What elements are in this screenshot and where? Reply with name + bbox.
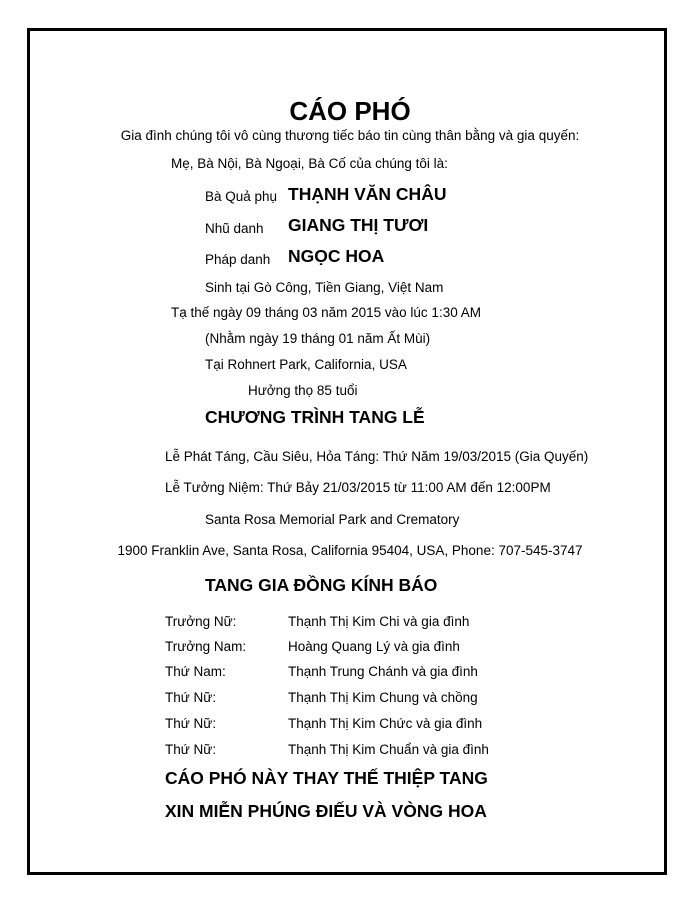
maiden-label: Nhũ danh <box>205 221 264 236</box>
family-member: Thạnh Thị Kim Chuẩn và gia đình <box>288 742 489 757</box>
memorial-text: Lễ Tưởng Niệm: Thứ Bảy 21/03/2015 từ 11:00 AM đến 12:00PM <box>165 480 551 495</box>
family-member: Thạnh Trung Chánh và gia đình <box>288 664 478 679</box>
family-role: Trưởng Nam: <box>165 639 247 654</box>
family-role: Thứ Nam: <box>165 664 226 679</box>
family-member: Thạnh Thị Kim Chức và gia đình <box>288 716 483 731</box>
death-place: Tại Rohnert Park, California, USA <box>205 357 407 372</box>
family-role: Thứ Nữ: <box>165 716 217 731</box>
family-member: Thạnh Thị Kim Chung và chồng <box>288 690 478 705</box>
program-heading: CHƯƠNG TRÌNH TANG LỄ <box>205 407 425 427</box>
family-member: Thạnh Thị Kim Chi và gia đình <box>288 614 470 629</box>
family-role: Trưởng Nữ: <box>165 614 237 629</box>
intro-text: Gia đình chúng tôi vô cùng thương tiếc báo tin cùng thân bằng và gia quyến: <box>120 128 580 143</box>
closing-line-2: XIN MIỄN PHÚNG ĐIẾU VÀ VÒNG HOA <box>165 801 487 821</box>
address-text: 1900 Franklin Ave, Santa Rosa, California 95404, USA, Phone: 707-545-3747 <box>117 543 583 558</box>
maiden-name: GIANG THỊ TƯƠI <box>288 215 429 235</box>
deceased-name: THẠNH VĂN CHÂU <box>288 184 447 204</box>
closing-line-1: CÁO PHÓ NÀY THAY THẾ THIỆP TANG <box>165 768 488 788</box>
family-role: Thứ Nữ: <box>165 742 217 757</box>
family-role: Thứ Nữ: <box>165 690 217 705</box>
family-heading: TANG GIA ĐỒNG KÍNH BÁO <box>205 575 438 595</box>
relations-text: Mẹ, Bà Nội, Bà Ngoại, Bà Cố của chúng tôi là: <box>171 156 448 171</box>
ceremony-text: Lễ Phát Táng, Cầu Siêu, Hỏa Táng: Thứ Năm 19/03/2015 (Gia Quyến) <box>165 449 589 464</box>
birth-place: Sinh tại Gò Công, Tiền Giang, Việt Nam <box>205 280 444 295</box>
death-date: Tạ thế ngày 09 tháng 03 năm 2015 vào lúc 1:30 AM <box>171 305 481 320</box>
family-member: Hoàng Quang Lý và gia đình <box>288 639 460 654</box>
dharma-label: Pháp danh <box>205 252 271 267</box>
lunar-date: (Nhằm ngày 19 tháng 01 năm Ất Mùi) <box>205 331 431 346</box>
page-title: CÁO PHÓ <box>289 96 411 126</box>
venue-text: Santa Rosa Memorial Park and Crematory <box>205 512 460 527</box>
name-label: Bà Quả phụ <box>205 189 278 204</box>
dharma-name: NGỌC HOA <box>288 246 385 266</box>
age-text: Hưởng thọ 85 tuổi <box>248 383 358 398</box>
